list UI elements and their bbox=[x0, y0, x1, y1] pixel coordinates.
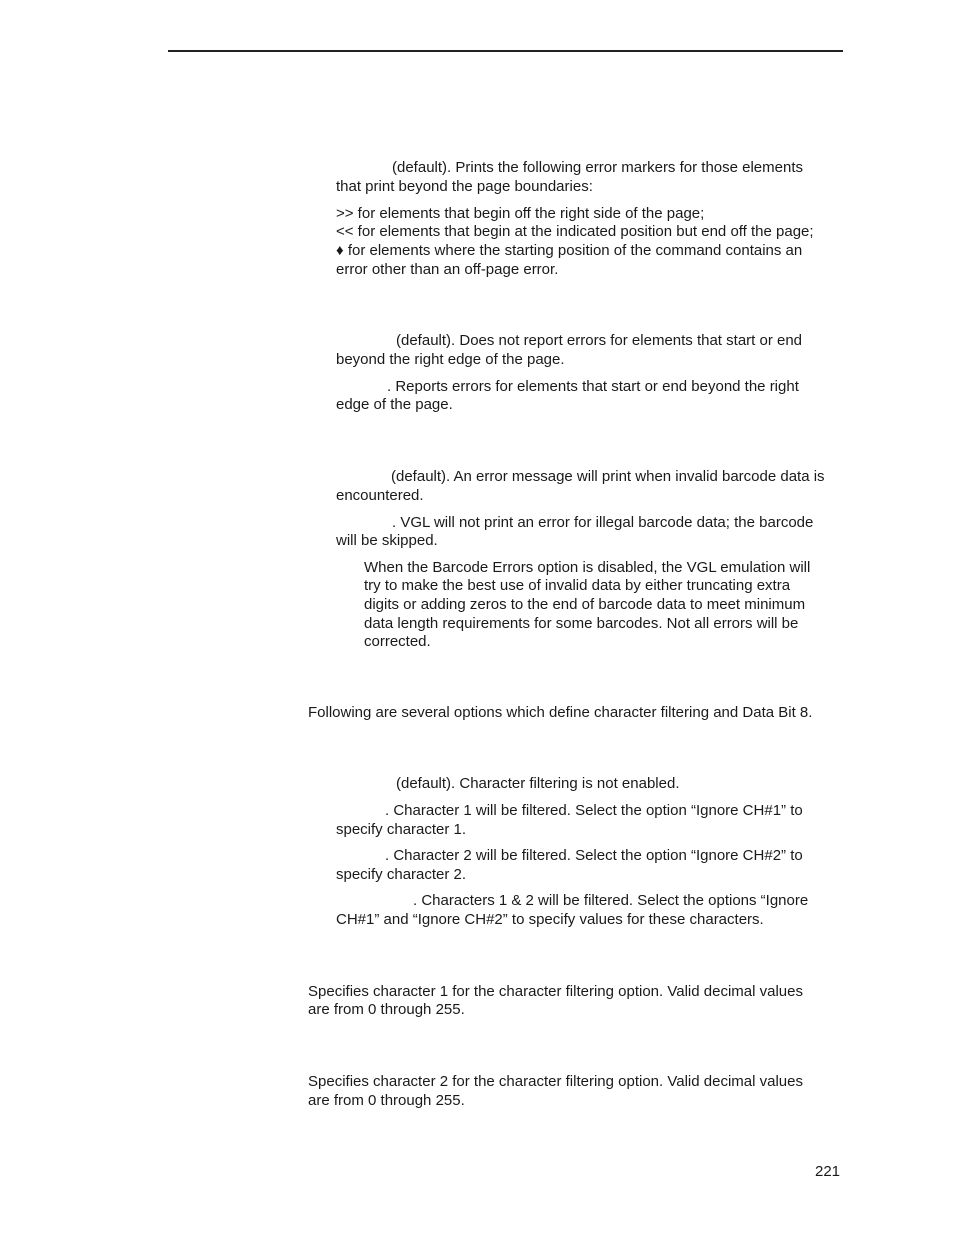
char-filter-option-ch1-cont: specify character 1. bbox=[336, 821, 467, 838]
barcode-note-line-3: digits or adding zeros to the end of barcode data to meet minimum bbox=[364, 596, 806, 613]
right-edge-alt-text: . Reports errors for elements that start or end beyond the right bbox=[387, 378, 799, 395]
right-edge-alt-text-2: edge of the page. bbox=[336, 396, 453, 413]
barcode-note-line-2: try to make the best use of invalid data by either truncating extra bbox=[364, 577, 791, 594]
char-filter-intro: Following are several options which define character filtering and Data Bit 8. bbox=[308, 704, 813, 721]
char-filter-option-ch1: . Character 1 will be filtered. Select the option “Ignore CH#1” to bbox=[385, 802, 803, 819]
barcode-default-text-2: encountered. bbox=[336, 487, 424, 504]
barcode-note-line-1: When the Barcode Errors option is disabled, the VGL emulation will bbox=[364, 559, 811, 576]
char-filter-option-disable: (default). Character filtering is not enabled. bbox=[396, 775, 680, 792]
char-filter-option-ch2: . Character 2 will be filtered. Select the option “Ignore CH#2” to bbox=[385, 847, 803, 864]
header-rule bbox=[168, 50, 843, 52]
ignore-ch2-desc: Specifies character 2 for the character filtering option. Valid decimal values bbox=[308, 1073, 803, 1090]
right-edge-default-text: (default). Does not report errors for elements that start or end bbox=[396, 332, 803, 349]
barcode-note-line-4: data length requirements for some barcodes. Not all errors will be bbox=[364, 615, 799, 632]
right-edge-default-text-2: beyond the right edge of the page. bbox=[336, 351, 565, 368]
error-marker-diamond: ♦ for elements where the starting position of the command contains an bbox=[336, 242, 803, 259]
error-marker-end: << for elements that begin at the indicated position but end off the page; bbox=[336, 223, 814, 240]
barcode-alt-text: . VGL will not print an error for illegal barcode data; the barcode bbox=[392, 514, 814, 531]
char-filter-option-both-cont: CH#1” and “Ignore CH#2” to specify values for these characters. bbox=[336, 911, 764, 928]
ignore-ch2-desc-cont: are from 0 through 255. bbox=[308, 1092, 465, 1109]
barcode-default-text: (default). An error message will print when invalid barcode data is bbox=[391, 468, 825, 485]
off-page-default-text: (default). Prints the following error markers for those elements bbox=[392, 159, 803, 176]
barcode-note-line-5: corrected. bbox=[364, 633, 431, 650]
char-filter-option-both: . Characters 1 & 2 will be filtered. Select the options “Ignore bbox=[413, 892, 809, 909]
ignore-ch1-desc-cont: are from 0 through 255. bbox=[308, 1001, 465, 1018]
off-page-default-text-2: that print beyond the page boundaries: bbox=[336, 178, 593, 195]
barcode-alt-text-2: will be skipped. bbox=[336, 532, 438, 549]
error-marker-diamond-cont: error other than an off-page error. bbox=[336, 261, 559, 278]
page-number: 221 bbox=[815, 1163, 841, 1180]
ignore-ch1-desc: Specifies character 1 for the character filtering option. Valid decimal values bbox=[308, 983, 803, 1000]
char-filter-option-ch2-cont: specify character 2. bbox=[336, 866, 467, 883]
error-marker-right: >> for elements that begin off the right side of the page; bbox=[336, 205, 705, 222]
